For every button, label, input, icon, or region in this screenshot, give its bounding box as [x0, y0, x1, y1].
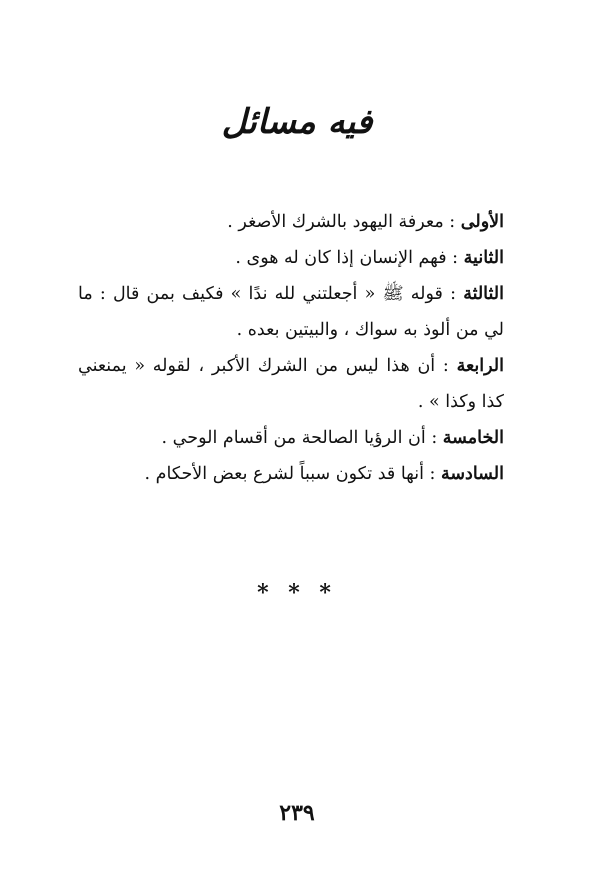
page-number: ٢٣٩ — [279, 800, 315, 826]
issue-item — [78, 348, 504, 420]
issue-label: الرابعة — [456, 356, 504, 376]
issue-item — [78, 456, 504, 492]
section-separator: * * * — [257, 580, 337, 606]
issue-label: الثالثة — [463, 284, 504, 304]
issue-label: الخامسة — [442, 428, 504, 448]
issue-text: : أن هذا ليس من الشرك الأكبر ، لقوله « يمنعني كذا وكذا » . — [78, 356, 504, 412]
issue-item — [78, 420, 504, 456]
issue-label: السادسة — [441, 464, 504, 484]
issue-item — [78, 204, 504, 240]
issue-label: الثانية — [463, 248, 504, 268]
issue-text: : فهم الإنسان إذا كان له هوى . — [235, 248, 459, 268]
issue-text: : أن الرؤيا الصالحة من أقسام الوحي . — [161, 428, 438, 448]
issue-text: : أنها قد تكون سبباً لشرع بعض الأحكام . — [144, 464, 436, 484]
issue-text: : معرفة اليهود بالشرك الأصغر . — [227, 212, 456, 232]
section-heading: فيه مسائل — [221, 102, 373, 142]
issues-list — [78, 204, 504, 492]
issue-label: الأولى — [460, 212, 504, 232]
issue-text: : قوله ﷺ « أجعلتني لله ندًا » فكيف بمن قال : ما لي من ألوذ به سواك ، والبيتين بعده . — [78, 284, 504, 340]
issue-item — [78, 240, 504, 276]
issue-item — [78, 276, 504, 348]
